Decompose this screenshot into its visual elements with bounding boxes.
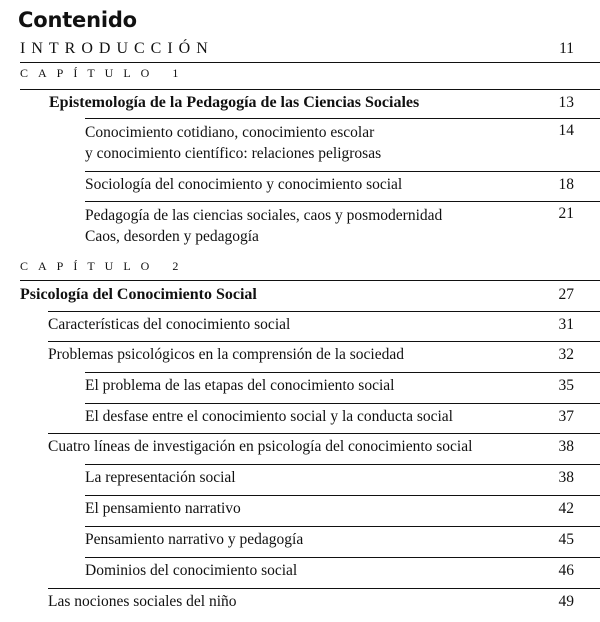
toc-entry-title: Las nociones sociales del niño [48,593,237,610]
toc-entry-title [85,122,381,164]
toc-entry-page: 42 [558,500,574,517]
toc-entry-title: Características del conocimiento social [48,316,291,333]
toc-entry-page: 18 [558,176,574,193]
toc-entry-pedagogia-caos [85,201,600,250]
toc-entry-title: Sociología del conocimiento y conocimiento social [85,176,403,193]
toc-entry-title: Epistemología de la Pedagogía de las Ciencias Sociales [49,94,420,111]
toc-entry-title: Cuatro líneas de investigación en psicología del conocimiento social [48,438,473,455]
toc-entry-pensamiento-narrativo [85,495,600,522]
toc-entry-page: 38 [558,438,574,455]
chapter-label: CAPÍTULO 1 [20,66,189,80]
chapter-label: CAPÍTULO 2 [20,259,189,273]
toc-entry-desfase [85,403,600,430]
toc-entry-sociologia [85,171,600,198]
toc-entry-title: La representación social [85,469,236,486]
toc-entry-title: El desfase entre el conocimiento social y la conducta social [85,408,453,425]
toc-entry-title: Psicología del Conocimiento Social [20,286,257,303]
toc-entry-etapas [85,372,600,399]
toc-entry-page: 38 [558,469,574,486]
toc-entry-caracteristicas [48,311,600,338]
toc-entry-nociones [48,588,600,615]
toc-entry-psicologia [20,280,600,309]
toc-entry-title-line-1: Conocimiento cotidiano, conocimiento escolar [85,124,375,141]
toc-entry-introduccion [20,40,600,62]
toc-chapter-2 [20,256,600,278]
toc-chapter-1 [20,62,600,85]
toc-entry-title: INTRODUCCIÓN [20,40,214,57]
toc-entry-page: 35 [558,377,574,394]
toc-entry-title: El problema de las etapas del conocimiento social [85,377,395,394]
toc-entry-dominios [85,557,600,584]
toc-entry-title: Pensamiento narrativo y pedagogía [85,531,304,548]
toc-entry-narrativo-pedagogia [85,526,600,553]
toc-entry-page: 31 [558,316,574,333]
toc-entry-title-line-2: y conocimiento científico: relaciones peligrosas [85,145,382,162]
toc-entry-page: 37 [558,408,574,425]
toc-entry-page: 11 [559,40,574,57]
toc-entry-page: 14 [558,122,574,139]
toc-entry-page: 27 [558,286,574,303]
toc-entry-conocimiento-cotidiano [85,118,600,167]
toc-entry-page: 13 [558,94,574,111]
toc-entry-problemas [48,341,600,368]
page-title: Contenido [18,8,137,32]
toc-entry-page: 21 [558,205,574,222]
toc-entry-representacion [85,464,600,491]
toc-entry-cuatro-lineas [48,433,600,460]
toc-entry-title: Problemas psicológicos en la comprensión de la sociedad [48,346,404,363]
toc-entry-page: 46 [558,562,574,579]
toc-entry-title-line-1: Pedagogía de las ciencias sociales, caos y posmodernidad [85,207,443,224]
toc-entry-title: Dominios del conocimiento social [85,562,298,579]
toc-entry-page: 49 [558,593,574,610]
toc-entry-title: El pensamiento narrativo [85,500,241,517]
toc-entry-title [85,205,442,247]
toc-entry-page: 45 [558,531,574,548]
toc-entry-page: 32 [558,346,574,363]
toc-entry-title-line-2: Caos, desorden y pedagogía [85,228,259,245]
toc-entry-epistemologia [20,89,600,116]
